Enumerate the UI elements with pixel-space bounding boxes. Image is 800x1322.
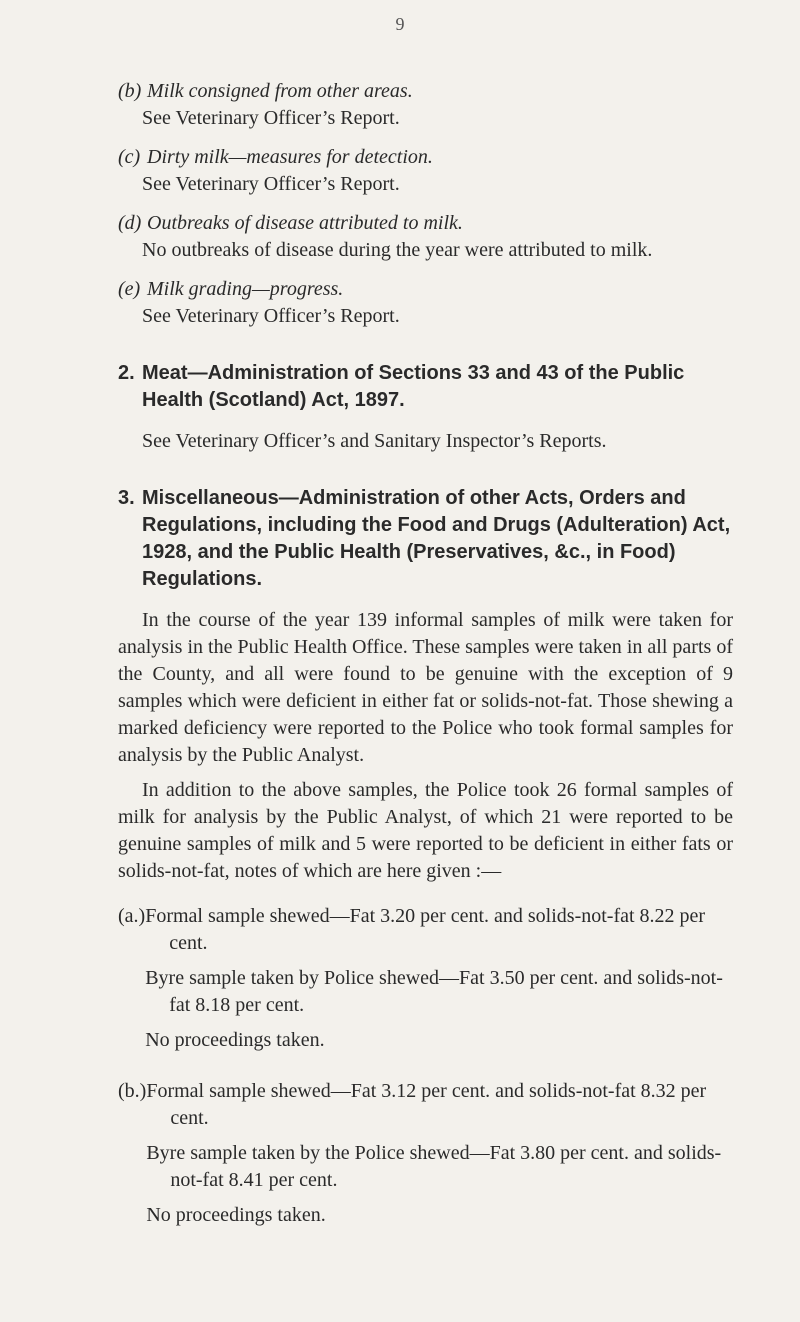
milk-subsection-b xyxy=(118,78,733,132)
subsection-marker: (c) xyxy=(118,146,141,168)
subsection-body: No outbreaks of disease during the year were attributed to milk. xyxy=(142,239,653,261)
subsection-body: See Veterinary Officer’s Report. xyxy=(142,107,400,129)
formal-sample-label: (b.) xyxy=(118,1080,147,1102)
subsection-heading: Dirty milk—measures for detection. xyxy=(147,146,433,168)
formal-sample-result: Formal sample shewed—Fat 3.12 per cent. and solids-not-fat 8.32 per cent. xyxy=(146,1080,707,1129)
subsection-marker: (d) xyxy=(118,212,142,234)
section-number: 3. xyxy=(118,487,135,509)
section-number: 2. xyxy=(118,362,135,384)
subsection-marker: (b) xyxy=(118,80,142,102)
formal-sample-label: (a.) xyxy=(118,905,146,927)
formal-sample-item xyxy=(118,903,733,1062)
section-heading: Meat—Administration of Sections 33 and 43 of the Public Health (Scotland) Act, 1897. xyxy=(142,362,685,411)
milk-subsection-e xyxy=(118,276,733,330)
milk-subsection-c xyxy=(118,144,733,198)
section-body: See Veterinary Officer’s and Sanitary Inspector’s Reports. xyxy=(142,430,607,452)
formal-sample-result: Formal sample shewed—Fat 3.20 per cent. and solids-not-fat 8.22 per cent. xyxy=(145,905,706,954)
milk-subsection-d xyxy=(118,210,733,264)
subsection-heading: Milk consigned from other areas. xyxy=(147,80,413,102)
report-page xyxy=(118,78,733,1253)
formal-samples-list xyxy=(118,903,733,1237)
subsection-body: See Veterinary Officer’s Report. xyxy=(142,173,400,195)
subsection-body: See Veterinary Officer’s Report. xyxy=(142,305,400,327)
proceedings-outcome: No proceedings taken. xyxy=(145,1029,325,1051)
subsection-heading: Outbreaks of disease attributed to milk. xyxy=(147,212,463,234)
page-number: 9 xyxy=(395,14,405,34)
section-miscellaneous xyxy=(118,485,733,1237)
subsection-marker: (e) xyxy=(118,278,141,300)
byre-sample-result: Byre sample taken by Police shewed—Fat 3.50 per cent. and solids-not-fat 8.18 per cent. xyxy=(145,967,723,1016)
informal-samples-paragraph: In the course of the year 139 informal samples of milk were taken for analysis in the Public Health Office. These samples were taken in all parts of the County, and all were found to be genuine with the exception of 9 samples which were deficient in either fat or solids-not-fat. Those shewing a marked deficiency were reported to the Police who took formal samples for analysis by the Public Analyst. xyxy=(118,609,733,766)
formal-samples-paragraph: In addition to the above samples, the Police took 26 formal samples of milk for analysis by the Public Analyst, of which 21 were reported to be genuine samples of milk and 5 were reported to be deficient in either fats or solids-not-fat, notes of which are here given :— xyxy=(118,779,733,882)
byre-sample-result: Byre sample taken by the Police shewed—Fat 3.80 per cent. and solids-not-fat 8.41 per cent. xyxy=(146,1142,722,1191)
formal-sample-item xyxy=(118,1078,733,1237)
section-heading: Miscellaneous—Administration of other Acts, Orders and Regulations, including the Food and Drugs (Adulteration) Act, 1928, and the Public Health (Preservatives, &c., in Food) Regulations. xyxy=(142,487,731,590)
section-meat xyxy=(118,360,733,455)
proceedings-outcome: No proceedings taken. xyxy=(146,1204,326,1226)
subsection-heading: Milk grading—progress. xyxy=(147,278,344,300)
